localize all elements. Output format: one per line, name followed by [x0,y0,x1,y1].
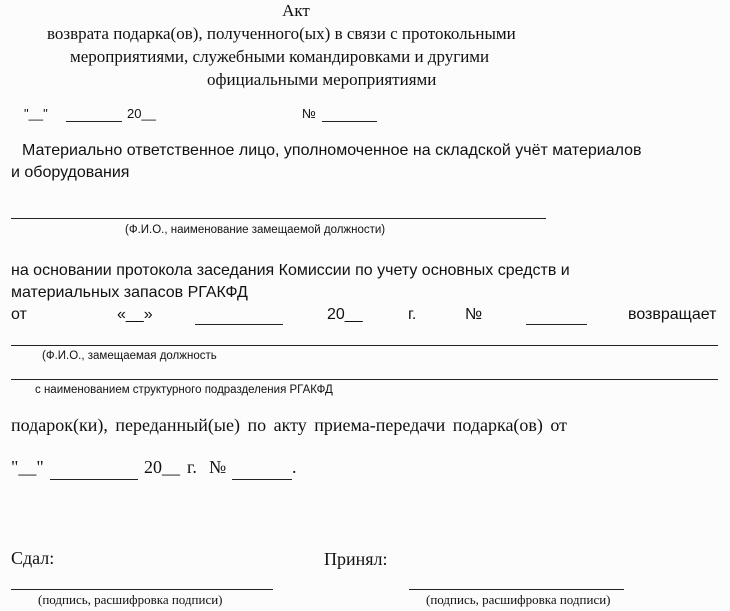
department-caption: с наименованием структурного подразделения РГАКФД [35,384,333,396]
from-year: 20__ [327,306,363,323]
intro-line-2: и оборудования [11,164,130,181]
act-number-line [322,121,377,122]
title-line-2: мероприятиями, служебными командировками и другими [70,47,490,66]
received-label: Принял: [324,549,388,569]
returns-label: возвращает [628,306,717,323]
title-line-1: возврата подарка(ов), полученного(ых) в связи с протокольными [47,24,516,43]
gift-date-month-line [50,479,138,480]
handed-label: Сдал: [11,548,55,568]
fio-position-caption: (Ф.И.О., наименование замещаемой должности) [125,224,386,236]
title-line-3: официальными мероприятиями [207,70,437,89]
from-year-suffix: г. [408,306,417,323]
received-signature-caption: (подпись, расшифровка подписи) [426,592,611,607]
handed-signature-line [11,589,273,590]
basis-line-2: материальных запасов РГАКФД [11,284,248,301]
from-number-line [526,324,587,325]
fio-position-caption-2: (Ф.И.О., замещаемая должность [42,350,217,362]
act-date-year: 20__ [127,106,156,121]
handed-signature-caption: (подпись, расшифровка подписи) [38,592,223,607]
from-month-line [195,324,283,325]
gift-number-line [232,479,292,480]
act-date-day: "__" [24,106,48,121]
fio-position-line [11,218,546,219]
from-number-sign: № [465,306,483,323]
gift-period: . [292,457,297,477]
gift-date-year: 20__ [144,457,180,477]
intro-line-1: Материально ответственное лицо, уполномоченное на складской учёт материалов [22,142,642,159]
document-title: Акт [282,1,310,20]
act-date-month-line [66,121,122,122]
act-number-sign: № [302,106,316,121]
gift-date-day: "__" [11,457,44,477]
gift-line: подарок(ки), переданный(ые) по акту приема-передачи подарка(ов) от [11,415,568,435]
gift-date-year-suffix: г. [187,457,197,477]
gift-number-sign: № [209,457,227,477]
basis-line-1: на основании протокола заседания Комиссии по учету основных средств и [11,262,570,279]
from-label: от [11,306,27,323]
received-signature-line [409,589,624,590]
from-day: «__» [117,306,153,323]
department-line [11,379,718,380]
fio-position-line-2 [11,345,718,346]
